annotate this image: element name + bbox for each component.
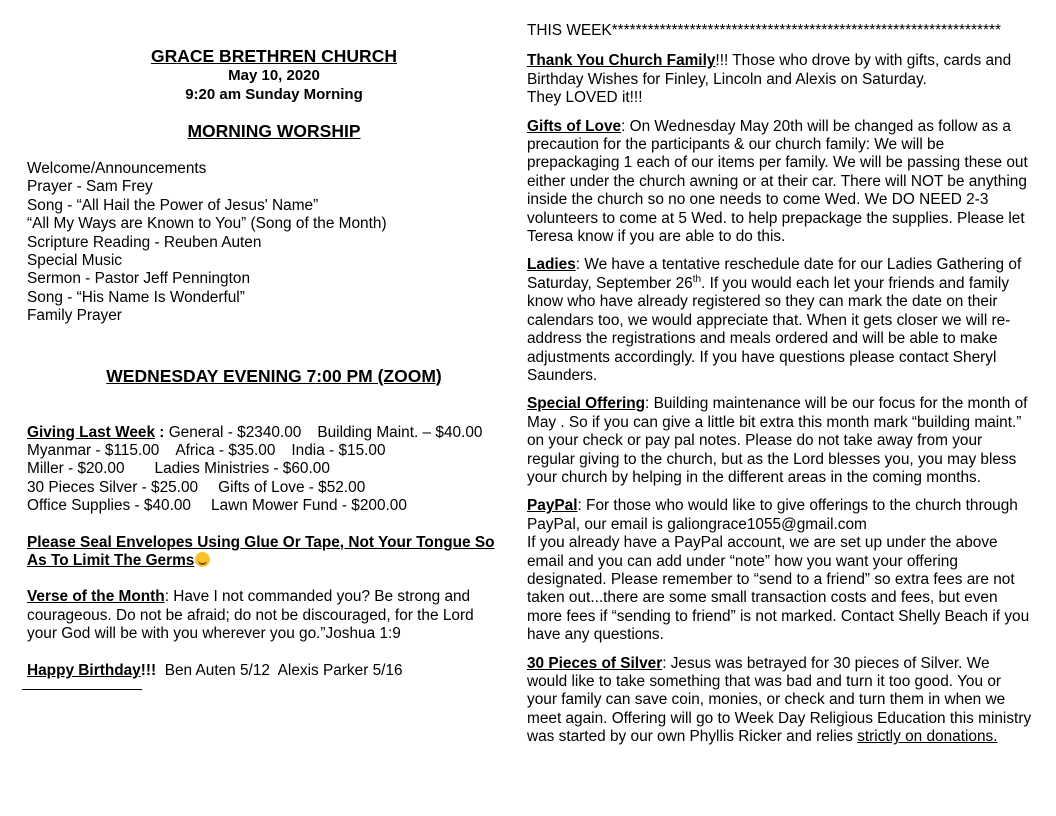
order-of-service	[27, 160, 507, 326]
pieces-of-silver-underlined: strictly on donations.	[857, 728, 998, 746]
pieces-of-silver-text: : Jesus was betrayed for 30 pieces of Silver. We would like to take something that was bad and turn it too good. You or your family can save coin, monies, or check and turn them in when we meet again. Offering will go to Week Day Religious Education this ministry was started by our own Phyllis Ricker and relies	[527, 654, 1032, 746]
thank-you-section	[527, 52, 1032, 107]
giving-item: Myanmar - $115.00	[27, 441, 160, 459]
special-offering-text: : Building maintenance will be our focus for the month of May . So if you can give a little bit extra this month mark “building maint.” on your check or pay pal notes. Please do not take away from your regular giving to the church, but as the Lord blesses you, you may bless your church by helping in the different areas in the coming months.	[527, 395, 1028, 486]
paypal-text-2: If you already have a PayPal account, we are set up under the above email and you can add under “note” how you want your offering designated. Please remember to “send to a friend” so extra fees are not taken out...there are some small transaction costs and fees, but even more fees if “sending to friend” is not marked. Contact Shelly Beach if you have any questions.	[527, 534, 1030, 644]
giving-item: Building Maint. – $40.00	[317, 423, 483, 441]
ladies-superscript: th	[692, 273, 702, 285]
thank-you-text-2: They LOVED it!!!	[527, 89, 643, 107]
order-item: Song - “All Hail the Power of Jesus' Name”	[27, 196, 319, 214]
order-item: “All My Ways are Known to You” (Song of the Month)	[27, 215, 387, 233]
ladies-section	[527, 256, 1032, 385]
order-item: Prayer - Sam Frey	[27, 178, 153, 196]
giving-item: Lawn Mower Fund - $200.00	[210, 497, 407, 515]
verse-label: Verse of the Month	[27, 588, 165, 606]
right-column	[527, 22, 1032, 757]
pieces-of-silver-label: 30 Pieces of Silver	[527, 654, 663, 672]
this-week-header: THIS WEEK*****************************************************************	[527, 22, 1001, 39]
gifts-of-love-section	[527, 118, 1032, 247]
thank-you-text: !!! Those who drove by with gifts, cards and Birthday Wishes for Finley, Lincoln and Alexis on Saturday.	[527, 52, 1012, 88]
giving-item: 30 Pieces Silver - $25.00	[27, 478, 199, 496]
special-offering-label: Special Offering	[527, 395, 646, 413]
paypal-label: PayPal	[527, 497, 578, 515]
paypal-section	[527, 497, 1032, 644]
birthday-exclaim: !!!	[140, 661, 157, 679]
birthday-label: Happy Birthday	[27, 661, 141, 679]
order-item: Sermon - Pastor Jeff Pennington	[27, 270, 251, 288]
divider-line	[22, 689, 142, 690]
giving-item: General - $2340.00	[168, 423, 302, 441]
church-name: GRACE BRETHREN CHURCH	[151, 46, 397, 66]
giving-item: India - $15.00	[291, 441, 386, 459]
giving-item: Gifts of Love - $52.00	[218, 478, 366, 496]
paypal-text: : For those who would like to give offerings to the church through PayPal, our email is galiongrace1055@gmail.com	[527, 497, 1018, 533]
order-item: Special Music	[27, 251, 122, 269]
ladies-text-b: . If you would each let your friends and family know who have already registered so they can mark the date on their calendars too, we would appreciate that. When it gets closer we will re-address the registrations and meals ordered and will be able to make adjustments accordingly. If you have questions please contact Sheryl Saunders.	[527, 274, 1011, 384]
special-offering-section	[527, 395, 1032, 487]
happy-birthday	[27, 662, 507, 680]
order-item: Scripture Reading - Reuben Auten	[27, 233, 262, 251]
order-item: Family Prayer	[27, 307, 122, 325]
giving-item: Miller - $20.00	[27, 460, 125, 478]
wednesday-title: WEDNESDAY EVENING 7:00 PM (ZOOM)	[106, 365, 442, 386]
order-item: Song - “His Name Is Wonderful”	[27, 288, 245, 306]
giving-colon: :	[155, 423, 169, 441]
thank-you-label: Thank You Church Family	[527, 52, 716, 70]
giving-section	[27, 424, 507, 516]
seal-envelopes-notice	[27, 534, 507, 571]
service-time: 9:20 am Sunday Morning	[185, 86, 363, 103]
gifts-of-love-label: Gifts of Love	[527, 117, 622, 135]
birthday-names: Ben Auten 5/12 Alexis Parker 5/16	[156, 661, 403, 679]
order-item: Welcome/Announcements	[27, 160, 207, 177]
giving-label: Giving Last Week	[27, 423, 156, 441]
worship-title: MORNING WORSHIP	[187, 121, 361, 141]
giving-item: Ladies Ministries - $60.00	[154, 460, 330, 478]
smiley-icon	[195, 552, 210, 567]
verse-text: : Have I not commanded you? Be strong and courageous. Do not be afraid; do not be discouraged, for the Lord your God will be with you wherever you go.”Joshua 1:9	[27, 588, 474, 643]
verse-of-month	[27, 588, 507, 643]
ladies-label: Ladies	[527, 256, 576, 274]
seal-notice-text: Please Seal Envelopes Using Glue Or Tape, Not Your Tongue So As To Limit The Germs	[27, 533, 495, 569]
gifts-of-love-text: : On Wednesday May 20th will be changed as follow as a precaution for the participants & our church family: We will be prepackaging 1 each of our items per family. We will be passing these out either under the church awning or at their car. There will NOT be anything inside the church so no one needs to come Wed. We DO NEED 2-3 volunteers to come at 5 Wed. to help prepackage the supplies. Please let Teresa know if you are able to do this.	[527, 117, 1028, 246]
service-date: May 10, 2020	[228, 67, 320, 84]
giving-item: Africa - $35.00	[175, 441, 276, 459]
ladies-text-a: : We have a tentative reschedule date for our Ladies Gathering of Saturday, September 26	[527, 256, 1022, 292]
giving-item: Office Supplies - $40.00	[27, 497, 191, 515]
pieces-of-silver-section	[527, 655, 1032, 747]
left-column	[27, 46, 507, 680]
